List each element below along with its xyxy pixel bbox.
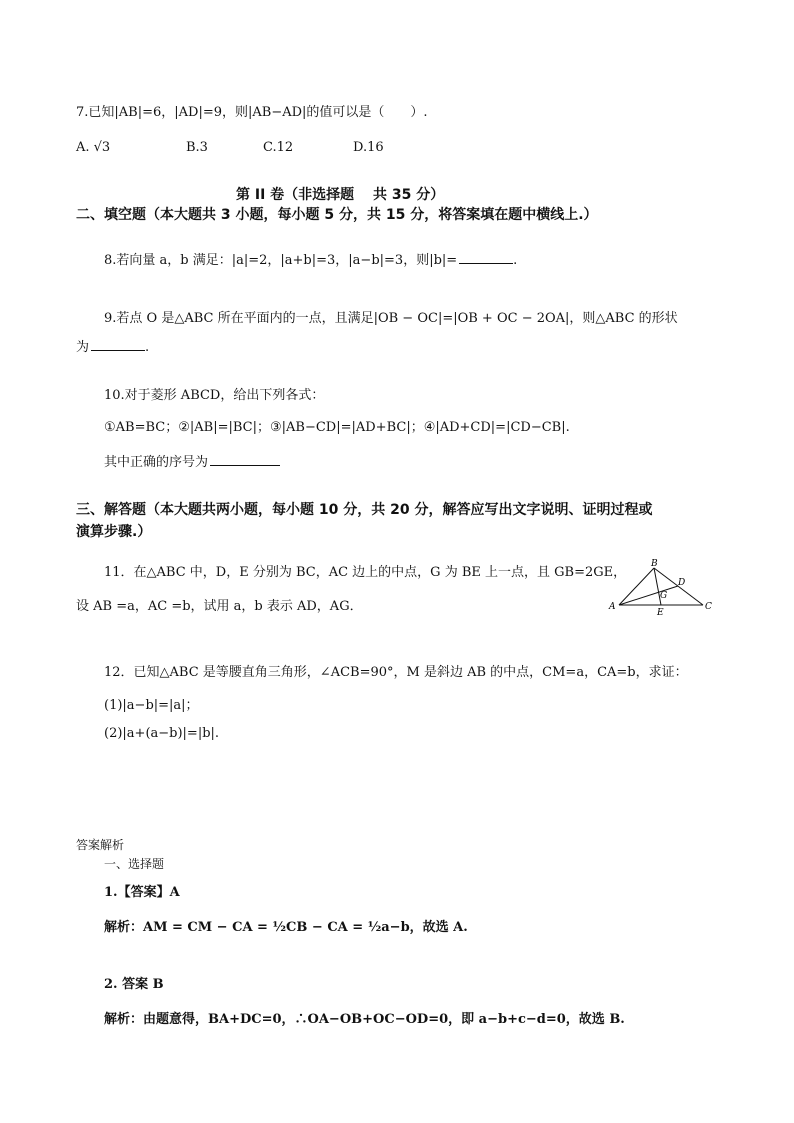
q10-stem: 10.对于菱形 ABCD，给出下列各式： — [104, 388, 325, 403]
q8-text: 8.若向量 a，b 满足：|a|=2，|a+b|=3，|a−b|=3，则|b|= — [104, 253, 458, 268]
part2-title: 第 II 卷（非选择题 共 35 分） — [236, 187, 445, 203]
q9-line2: 为 . — [76, 340, 150, 355]
label-d: D — [678, 578, 686, 588]
q7-options — [76, 139, 384, 157]
q12-part1: (1)|a−b|=|a|； — [104, 698, 199, 713]
q9-answer-blank — [91, 338, 145, 351]
q7-option-d: D.16 — [353, 140, 384, 155]
q8: 8.若向量 a，b 满足：|a|=2，|a+b|=3，|a−b|=3，则|b|= . — [104, 253, 518, 268]
q10-prompt — [104, 453, 280, 472]
answer-2-solution: 解析：由题意得，BA+DC=0，∴OA−OB+OC−OD=0，即 a−b+c−d=0，故选 B. — [104, 1012, 625, 1027]
q12-stem: 12．已知△ABC 是等腰直角三角形，∠ACB=90°，M 是斜边 AB 的中点，CM=a，CA=b，求证： — [104, 665, 688, 680]
q9-line1: 9.若点 O 是△ABC 所在平面内的一点，且满足|OB − OC|=|OB + OC − 2OA|，则△ABC 的形状 — [104, 311, 678, 326]
q9-line2-text: 为 — [76, 340, 90, 355]
q7-option-c: C.12 — [263, 140, 294, 155]
q11-line1: 11．在△ABC 中，D，E 分别为 BC，AC 边上的中点，G 为 BE 上一点，且 GB=2GE， — [104, 565, 627, 580]
label-a: A — [609, 602, 616, 612]
q11-line2: 设 AB =a，AC =b，试用 a，b 表示 AD，AG． — [76, 599, 363, 614]
q10-items: ①AB=BC；②|AB|=|BC|；③|AB−CD|=|AD+BC|；④|AD+CD|=|CD−CB|. — [104, 420, 570, 435]
q11-triangle-figure — [606, 558, 716, 618]
label-b: B — [651, 559, 658, 569]
q7-option-a: A. √3 — [76, 140, 111, 155]
label-c: C — [705, 602, 712, 612]
section3-heading-line2: 演算步骤.） — [76, 524, 152, 540]
section3-heading-line1: 三、解答题（本大题共两小题，每小题 10 分，共 20 分，解答应写出文字说明、证明过程或 — [76, 502, 653, 518]
answer-1-solution: 解析：AM = CM − CA = ½CB − CA = ½a−b，故选 A. — [104, 920, 468, 935]
q7-stem: 7.已知|AB|=6，|AD|=9，则|AB−AD|的值可以是（ ）. — [76, 105, 428, 120]
q10-prompt-text: 其中正确的序号为 — [104, 455, 209, 470]
section2-heading: 二、填空题（本大题共 3 小题，每小题 5 分，共 15 分，将答案填在题中横线上.） — [76, 207, 598, 223]
q12-part2: (2)|a+(a−b)|=|b|. — [104, 726, 220, 741]
q8-answer-blank — [459, 251, 513, 264]
answer-1-label: 1.【答案】A — [104, 885, 180, 900]
label-g: G — [660, 591, 668, 601]
label-e: E — [657, 608, 664, 618]
q10-answer-blank — [210, 453, 280, 466]
answers-title: 答案解析 — [76, 838, 125, 852]
answers-section1: 一、选择题 — [104, 857, 165, 871]
q7-option-b: B.3 — [186, 140, 208, 155]
answer-2-label: 2. 答案 B — [104, 977, 164, 992]
